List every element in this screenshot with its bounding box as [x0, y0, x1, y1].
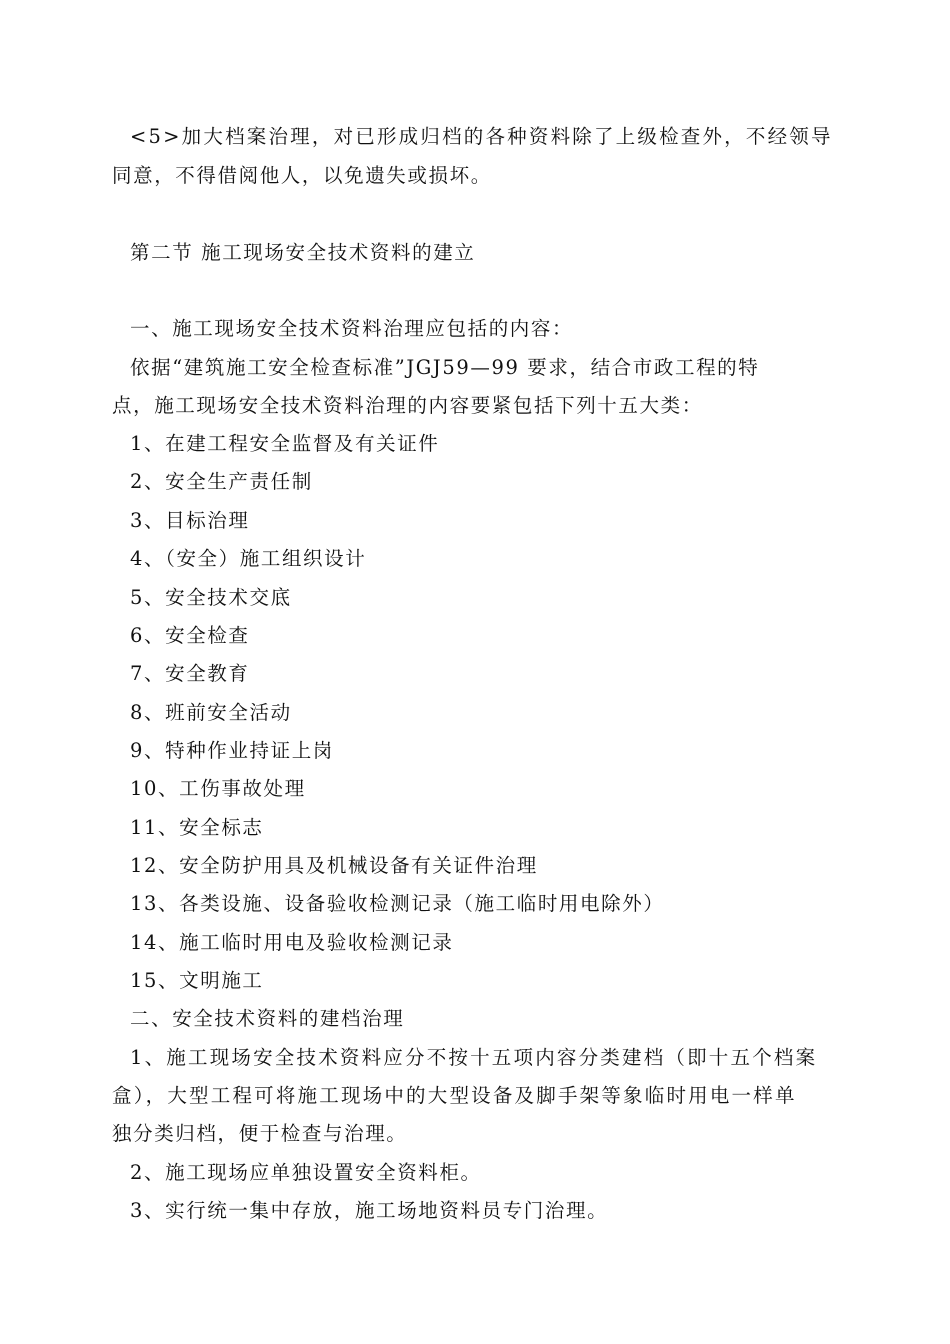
- list-item: 9、特种作业持证上岗: [130, 739, 334, 762]
- list-item: 1、在建工程安全监督及有关证件: [130, 432, 440, 455]
- list-item: 2、安全生产责任制: [130, 470, 313, 493]
- list-item: 11、安全标志: [130, 816, 264, 839]
- list-item: 3、目标治理: [130, 509, 250, 532]
- paragraph-line: 盒），大型工程可将施工现场中的大型设备及脚手架等象临时用电一样单: [112, 1084, 797, 1107]
- paragraph-line: 独分类归档，便于检查与治理。: [112, 1122, 408, 1145]
- part-one-heading: 一、施工现场安全技术资料治理应包括的内容：: [130, 317, 574, 340]
- paragraph-line: 点，施工现场安全技术资料治理的内容要紧包括下列十五大类：: [112, 394, 703, 417]
- list-item: 14、施工临时用电及验收检测记录: [130, 931, 454, 954]
- list-item: 8、班前安全活动: [130, 701, 292, 724]
- list-item: 12、安全防护用具及机械设备有关证件治理: [130, 854, 538, 877]
- part-two-heading: 二、安全技术资料的建档治理: [130, 1007, 405, 1030]
- list-item: 15、文明施工: [130, 969, 264, 992]
- paragraph-line: <5>加大档案治理，对已形成归档的各种资料除了上级检查外，不经领导: [130, 125, 833, 148]
- list-item: 4、（安全）施工组织设计: [130, 547, 367, 570]
- section-heading: 第二节 施工现场安全技术资料的建立: [130, 241, 476, 264]
- paragraph-line: 2、施工现场应单独设置安全资料柜。: [130, 1161, 482, 1184]
- paragraph-line: 依据“建筑施工安全检查标准”JGJ59—99 要求，结合市政工程的特: [130, 356, 760, 379]
- list-item: 5、安全技术交底: [130, 586, 292, 609]
- list-item: 7、安全教育: [130, 662, 250, 685]
- paragraph-line: 1、施工现场安全技术资料应分不按十五项内容分类建档（即十五个档案: [130, 1046, 818, 1069]
- list-item: 6、安全检查: [130, 624, 250, 647]
- paragraph-line: 同意，不得借阅他人，以免遗失或损坏。: [112, 164, 492, 187]
- list-item: 13、各类设施、设备验收检测记录（施工临时用电除外）: [130, 892, 665, 915]
- list-item: 10、工伤事故处理: [130, 777, 306, 800]
- paragraph-line: 3、实行统一集中存放，施工场地资料员专门治理。: [130, 1199, 609, 1222]
